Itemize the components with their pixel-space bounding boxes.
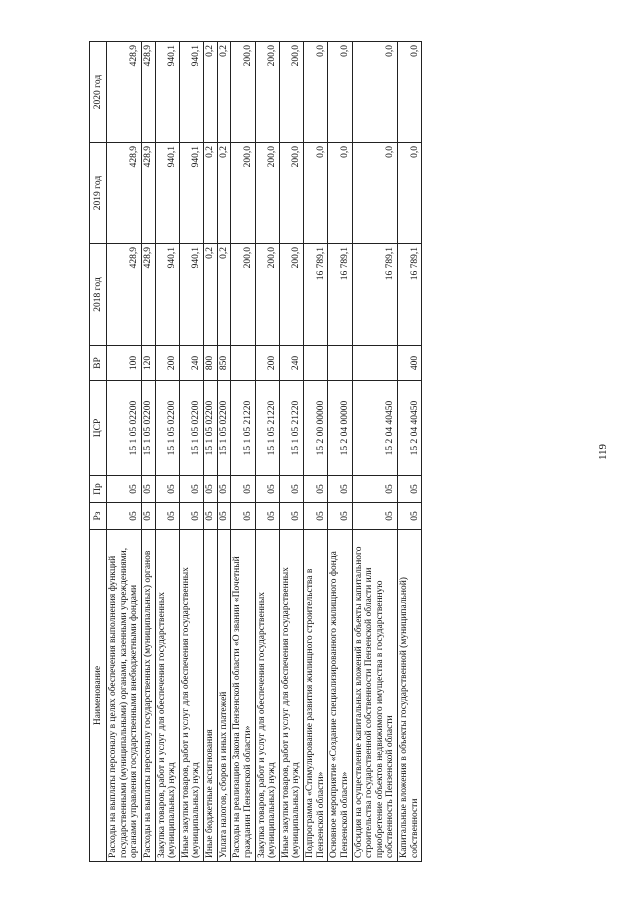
cell-2019: 940,1 — [155, 143, 179, 244]
cell-pr: 05 — [155, 476, 179, 503]
table-row — [398, 42, 422, 862]
cell-csr: 15 2 04 40450 — [398, 381, 422, 476]
cell-rz: 05 — [304, 503, 328, 530]
header-2018: 2018 год — [90, 244, 107, 346]
page-number: 119 — [597, 443, 609, 461]
table-row — [231, 42, 255, 862]
cell-vr — [304, 346, 328, 381]
table-row — [304, 42, 328, 862]
cell-vr: 200 — [255, 346, 279, 381]
cell-rz: 05 — [352, 503, 398, 530]
cell-pr: 05 — [141, 476, 155, 503]
cell-2018: 200,0 — [279, 244, 303, 346]
cell-2018: 428,9 — [141, 244, 155, 346]
cell-vr: 240 — [279, 346, 303, 381]
table-row — [255, 42, 279, 862]
cell-vr: 400 — [398, 346, 422, 381]
cell-name: Закупка товаров, работ и услуг для обеспечения государственных (муниципальных) нужд — [155, 530, 179, 862]
cell-2019: 428,9 — [141, 143, 155, 244]
cell-rz: 05 — [279, 503, 303, 530]
cell-vr: 800 — [204, 346, 218, 381]
cell-name: Расходы на выплаты персоналу государственных (муниципальных) органов — [141, 530, 155, 862]
cell-2020: 0,0 — [304, 42, 328, 143]
cell-2018: 16 789,1 — [352, 244, 398, 346]
cell-name: Иные закупки товаров, работ и услуг для обеспечения государственных (муниципальных) нужд — [279, 530, 303, 862]
cell-rz: 05 — [217, 503, 231, 530]
cell-rz: 05 — [141, 503, 155, 530]
cell-rz: 05 — [107, 503, 142, 530]
table-row — [279, 42, 303, 862]
cell-csr: 15 1 05 21220 — [231, 381, 255, 476]
cell-csr: 15 1 05 02200 — [217, 381, 231, 476]
cell-rz: 05 — [155, 503, 179, 530]
cell-2018: 940,1 — [155, 244, 179, 346]
cell-2019: 0,2 — [217, 143, 231, 244]
cell-2018: 16 789,1 — [328, 244, 352, 346]
header-pr: Пр — [90, 476, 107, 503]
cell-2019: 0,0 — [328, 143, 352, 244]
table-row — [328, 42, 352, 862]
cell-vr: 200 — [155, 346, 179, 381]
header-vr: ВР — [90, 346, 107, 381]
header-2020: 2020 год — [90, 42, 107, 143]
cell-2018: 428,9 — [107, 244, 142, 346]
cell-rz: 05 — [179, 503, 203, 530]
cell-vr: 100 — [107, 346, 142, 381]
cell-2019: 0,0 — [398, 143, 422, 244]
cell-2019: 0,0 — [304, 143, 328, 244]
cell-2020: 200,0 — [279, 42, 303, 143]
table-row — [204, 42, 218, 862]
cell-vr — [231, 346, 255, 381]
cell-2018: 16 789,1 — [304, 244, 328, 346]
cell-2019: 428,9 — [107, 143, 142, 244]
cell-2020: 940,1 — [155, 42, 179, 143]
cell-csr: 15 1 05 02200 — [204, 381, 218, 476]
cell-pr: 05 — [107, 476, 142, 503]
cell-rz: 05 — [328, 503, 352, 530]
cell-rz: 05 — [204, 503, 218, 530]
header-name: Наименование — [90, 530, 107, 862]
cell-2019: 200,0 — [279, 143, 303, 244]
cell-csr: 15 1 05 02200 — [155, 381, 179, 476]
cell-csr: 15 2 04 40450 — [352, 381, 398, 476]
cell-vr: 240 — [179, 346, 203, 381]
cell-csr: 15 1 05 21220 — [279, 381, 303, 476]
table-row — [107, 42, 142, 862]
cell-name: Иные закупки товаров, работ и услуг для обеспечения государственных (муниципальных) нужд — [179, 530, 203, 862]
cell-pr: 05 — [304, 476, 328, 503]
cell-rz: 05 — [255, 503, 279, 530]
cell-2020: 428,9 — [107, 42, 142, 143]
cell-name: Расходы на выплаты персоналу в целях обеспечения выполнения функций государственными (муниципальными) органами, казенными учреждениями, органами управления государственными внебюджетными фондами — [107, 530, 142, 862]
rotated-table-container — [89, 42, 535, 862]
budget-table — [89, 41, 422, 862]
cell-name: Подпрограмма «Стимулирование развития жилищного строительства в Пензенской области» — [304, 530, 328, 862]
cell-vr: 120 — [141, 346, 155, 381]
cell-name: Закупка товаров, работ и услуг для обеспечения государственных (муниципальных) нужд — [255, 530, 279, 862]
cell-2018: 0,2 — [204, 244, 218, 346]
cell-csr: 15 2 00 00000 — [304, 381, 328, 476]
cell-2020: 0,0 — [328, 42, 352, 143]
cell-csr: 15 1 05 21220 — [255, 381, 279, 476]
cell-2020: 0,0 — [352, 42, 398, 143]
table-header-row — [90, 42, 107, 862]
cell-name: Основное мероприятие «Создание специализированного жилищного фонда Пензенской области» — [328, 530, 352, 862]
cell-pr: 05 — [217, 476, 231, 503]
cell-vr: 850 — [217, 346, 231, 381]
cell-name: Расходы на реализацию Закона Пензенской области «О звании «Почетный гражданин Пензенской области» — [231, 530, 255, 862]
cell-2020: 0,2 — [204, 42, 218, 143]
cell-2018: 0,2 — [217, 244, 231, 346]
cell-2020: 200,0 — [255, 42, 279, 143]
table-row — [352, 42, 398, 862]
cell-2019: 0,0 — [352, 143, 398, 244]
cell-rz: 05 — [398, 503, 422, 530]
cell-2020: 0,0 — [398, 42, 422, 143]
header-csr: ЦСР — [90, 381, 107, 476]
cell-2019: 200,0 — [231, 143, 255, 244]
table-row — [141, 42, 155, 862]
cell-2020: 0,2 — [217, 42, 231, 143]
cell-pr: 05 — [231, 476, 255, 503]
cell-pr: 05 — [328, 476, 352, 503]
cell-rz: 05 — [231, 503, 255, 530]
cell-pr: 05 — [352, 476, 398, 503]
cell-name: Иные бюджетные ассигнования — [204, 530, 218, 862]
table-row — [155, 42, 179, 862]
cell-csr: 15 2 04 00000 — [328, 381, 352, 476]
cell-vr — [328, 346, 352, 381]
cell-csr: 15 1 05 02200 — [107, 381, 142, 476]
cell-pr: 05 — [255, 476, 279, 503]
cell-2018: 200,0 — [255, 244, 279, 346]
table-row — [217, 42, 231, 862]
cell-vr — [352, 346, 398, 381]
cell-pr: 05 — [398, 476, 422, 503]
cell-2020: 428,9 — [141, 42, 155, 143]
header-2019: 2019 год — [90, 143, 107, 244]
cell-2018: 200,0 — [231, 244, 255, 346]
cell-name: Субсидия на осуществление капитальных вложений в объекты капитального строительства государственной собственности Пензенской области или приобретение объектов недвижимого имущества в государственную собственность Пензенской области — [352, 530, 398, 862]
header-rz: Рз — [90, 503, 107, 530]
cell-2018: 16 789,1 — [398, 244, 422, 346]
table-row — [179, 42, 203, 862]
cell-name: Уплата налогов, сборов и иных платежей — [217, 530, 231, 862]
cell-pr: 05 — [204, 476, 218, 503]
cell-2019: 200,0 — [255, 143, 279, 244]
cell-name: Капитальные вложения в объекты государственной (муниципальной) собственности — [398, 530, 422, 862]
cell-2018: 940,1 — [179, 244, 203, 346]
cell-2019: 0,2 — [204, 143, 218, 244]
cell-csr: 15 1 05 02200 — [141, 381, 155, 476]
cell-pr: 05 — [179, 476, 203, 503]
table-body — [107, 42, 422, 862]
cell-2020: 200,0 — [231, 42, 255, 143]
cell-pr: 05 — [279, 476, 303, 503]
cell-2020: 940,1 — [179, 42, 203, 143]
cell-2019: 940,1 — [179, 143, 203, 244]
cell-csr: 15 1 05 02200 — [179, 381, 203, 476]
